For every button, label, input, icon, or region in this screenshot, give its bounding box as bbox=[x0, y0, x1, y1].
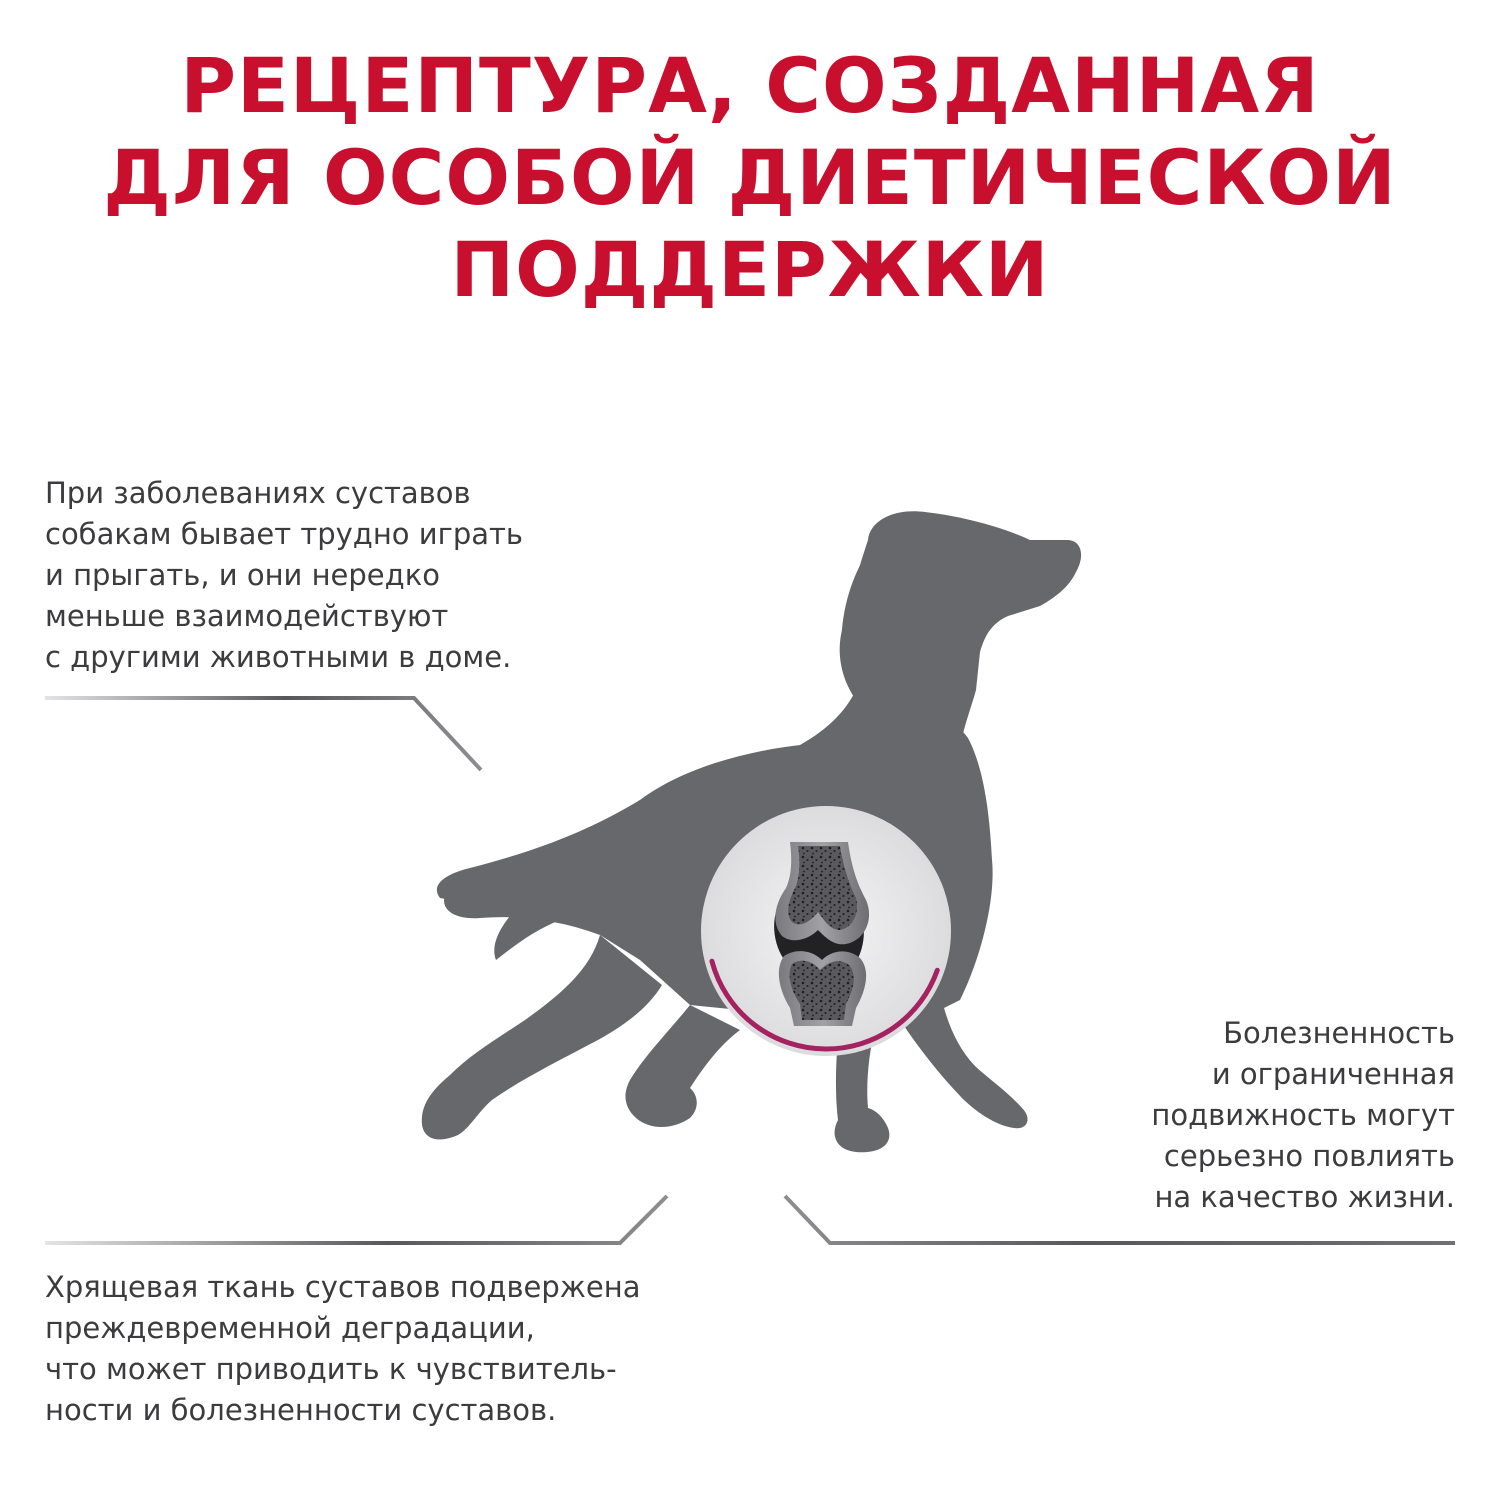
headline-line-2: ДЛЯ ОСОБОЙ ДИЕТИЧЕСКОЙ bbox=[103, 133, 1397, 222]
callout-bottom-left-line-1: Хрящевая ткань суставов подвержена bbox=[45, 1270, 641, 1304]
callout-right-line-2: и ограниченная bbox=[1211, 1057, 1455, 1091]
callout-bottom-left-line-4: ности и болезненности суставов. bbox=[45, 1393, 557, 1427]
callout-top-left-line-5: с другими животными в доме. bbox=[45, 640, 512, 674]
headline-line-3: ПОДДЕРЖКИ bbox=[450, 225, 1050, 314]
headline-line-1: РЕЦЕПТУРА, СОЗДАННАЯ bbox=[180, 41, 1320, 130]
callout-right-line-3: подвижность могут bbox=[1151, 1098, 1455, 1132]
callout-top-left-line-2: собакам бывает трудно играть bbox=[45, 517, 524, 551]
knee-joint-icon bbox=[701, 806, 951, 1056]
callout-top-left bbox=[45, 473, 523, 678]
callout-top-left-line-1: При заболеваниях суставов bbox=[45, 476, 471, 510]
callout-leader-bottom-left bbox=[45, 1196, 667, 1243]
callout-leader-top-left bbox=[45, 698, 481, 770]
callout-right-line-1: Болезненность bbox=[1223, 1016, 1455, 1050]
callout-top-left-line-3: и прыгать, и они нередко bbox=[45, 558, 440, 592]
callout-right-line-5: на качество жизни. bbox=[1154, 1180, 1455, 1214]
callout-bottom-left-line-3: что может приводить к чувствитель- bbox=[45, 1352, 617, 1386]
callout-right bbox=[1151, 1013, 1455, 1218]
callout-bottom-left bbox=[45, 1267, 641, 1431]
callout-bottom-left-line-2: преждевременной деградации, bbox=[45, 1311, 535, 1345]
callout-right-line-4: серьезно повлиять bbox=[1163, 1139, 1455, 1173]
callout-top-left-line-4: меньше взаимодействуют bbox=[45, 599, 449, 633]
